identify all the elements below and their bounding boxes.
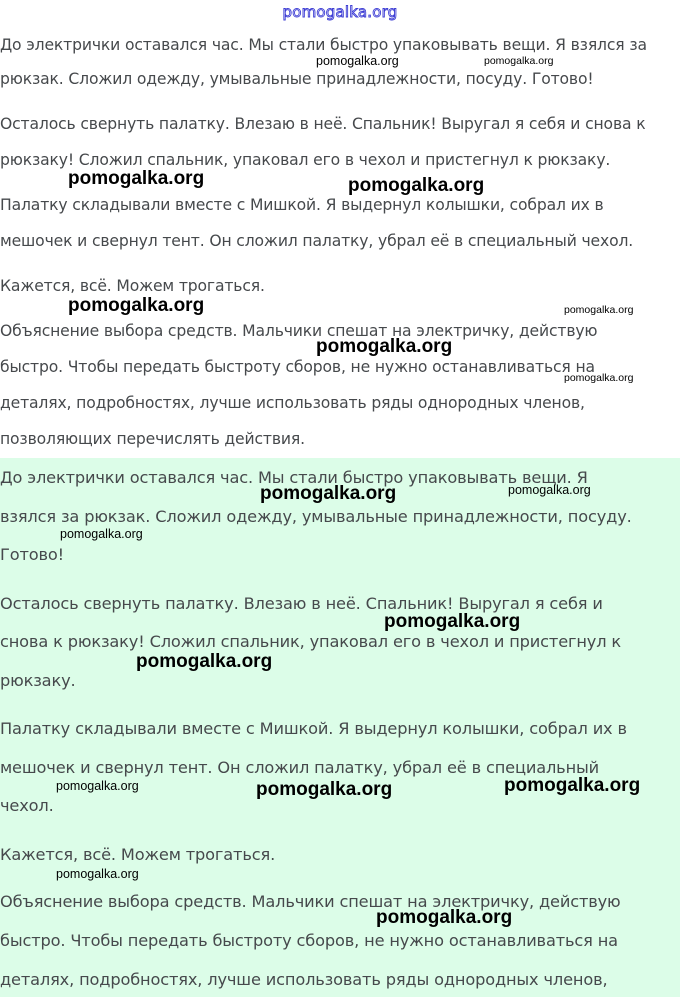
paragraph-line: рюкзак. Сложил одежду, умывальные принадлежности, посуду. Готово! — [0, 70, 594, 88]
paragraph-line: быстро. Чтобы передать быстроту сборов, не нужно останавливаться на — [0, 931, 618, 950]
watermark-text: pomogalka.org — [56, 867, 139, 881]
paragraph-line: деталях, подробностях, лучше использовать ряды однородных членов, — [0, 394, 585, 412]
watermark-text: pomogalka.org — [504, 775, 641, 796]
watermark-text: pomogalka.org — [508, 483, 591, 497]
watermark-text: pomogalka.org — [260, 483, 397, 504]
site-header-watermark: pomogalka.org — [282, 3, 398, 21]
paragraph-line: Объяснение выбора средств. Мальчики спешат на электричку, действую — [0, 322, 598, 340]
watermark-text: pomogalka.org — [256, 779, 393, 800]
watermark-text: pomogalka.org — [56, 779, 139, 793]
paragraph-line: деталях, подробностях, лучше использовать ряды однородных членов, — [0, 970, 608, 989]
watermark-text: pomogalka.org — [316, 54, 399, 68]
paragraph-line: рюкзаку. — [0, 671, 76, 690]
paragraph-line: Кажется, всё. Можем трогаться. — [0, 277, 265, 295]
watermark-text: pomogalka.org — [68, 168, 205, 189]
watermark-text: pomogalka.org — [564, 304, 634, 316]
paragraph-line: рюкзаку! Сложил спальник, упаковал его в чехол и пристегнул к рюкзаку. — [0, 151, 611, 169]
paragraph-line: Кажется, всё. Можем трогаться. — [0, 845, 276, 864]
paragraph-line: Объяснение выбора средств. Мальчики спешат на электричку, действую — [0, 892, 621, 911]
paragraph-line: Осталось свернуть палатку. Влезаю в неё. Спальник! Выругал я себя и снова к — [0, 115, 646, 133]
paragraph-line: Готово! — [0, 545, 64, 564]
text-section-white — [0, 0, 680, 458]
paragraph-line: чехол. — [0, 796, 54, 815]
paragraph-line: быстро. Чтобы передать быстроту сборов, не нужно останавливаться на — [0, 358, 595, 376]
watermark-text: pomogalka.org — [348, 175, 485, 196]
paragraph-line: мешочек и свернул тент. Он сложил палатку, убрал её в специальный чехол. — [0, 232, 634, 250]
watermark-text: pomogalka.org — [564, 372, 634, 384]
paragraph-line: Осталось свернуть палатку. Влезаю в неё. Спальник! Выругал я себя и — [0, 594, 603, 613]
watermark-text: pomogalka.org — [484, 55, 554, 67]
watermark-text: pomogalka.org — [68, 295, 205, 316]
paragraph-line: мешочек и свернул тент. Он сложил палатку, убрал её в специальный — [0, 758, 600, 777]
paragraph-line: снова к рюкзаку! Сложил спальник, упаковал его в чехол и пристегнул к — [0, 632, 622, 651]
paragraph-line: позволяющих перечислять действия. — [0, 430, 305, 448]
watermark-text: pomogalka.org — [136, 651, 273, 672]
paragraph-line: До электрички оставался час. Мы стали быстро упаковывать вещи. Я взялся за — [0, 36, 647, 54]
watermark-text: pomogalka.org — [316, 336, 453, 357]
paragraph-line: взялся за рюкзак. Сложил одежду, умывальные принадлежности, посуду. — [0, 507, 632, 526]
watermark-text: pomogalka.org — [60, 527, 143, 541]
watermark-text: pomogalka.org — [376, 907, 513, 928]
paragraph-line: Палатку складывали вместе с Мишкой. Я выдернул колышки, собрал их в — [0, 719, 627, 738]
paragraph-line: До электрички оставался час. Мы стали быстро упаковывать вещи. Я — [0, 468, 588, 487]
paragraph-line: Палатку складывали вместе с Мишкой. Я выдернул колышки, собрал их в — [0, 196, 604, 214]
watermark-text: pomogalka.org — [384, 611, 521, 632]
